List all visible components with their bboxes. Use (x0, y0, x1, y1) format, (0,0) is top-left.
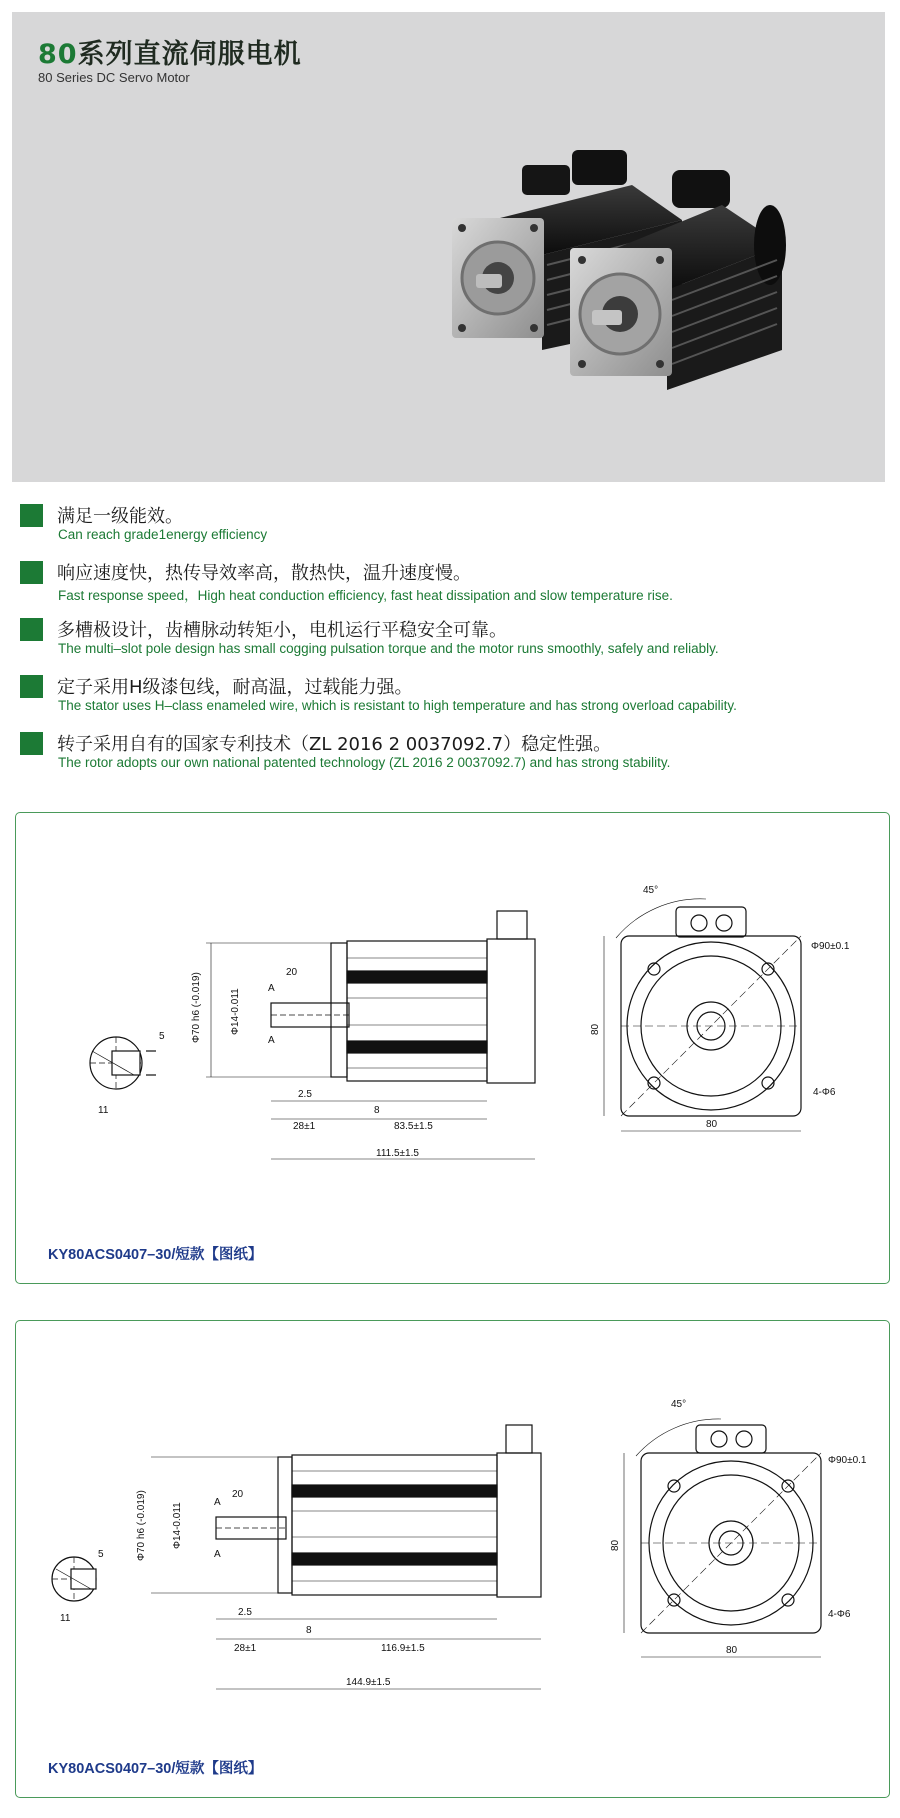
feature-title: 定子采用H级漆包线，耐高温，过载能力强。 (57, 677, 413, 698)
feature-description: The multi–slot pole design has small cogging pulsation torque and the motor runs smoothly, safely and reliably. (58, 641, 719, 656)
feature-description: The stator uses H–class enameled wire, which is resistant to high temperature and has strong overload capability. (58, 698, 737, 713)
feature-item (18, 614, 888, 671)
green-square-bullet-icon (20, 675, 43, 698)
key-width-label: 5 (159, 1031, 165, 1042)
page-subtitle: 80 Series DC Servo Motor (38, 70, 190, 85)
square-height-label: 80 (590, 1023, 601, 1035)
section-a-label: A (214, 1497, 221, 1508)
feature-title: 满足一级能效。 (57, 506, 183, 527)
body-length-label: 116.9±1.5 (381, 1643, 425, 1654)
key-width-label: 5 (98, 1549, 104, 1560)
front-length-label: 28±1 (234, 1643, 257, 1654)
key-height-label: 11 (60, 1613, 71, 1624)
title-text: 系列直流伺服电机 (77, 39, 302, 70)
total-length-label: 144.9±1.5 (346, 1677, 391, 1688)
motor-product-image (452, 130, 792, 450)
motor-side-view (191, 911, 535, 1159)
feature-list (18, 500, 888, 785)
green-square-bullet-icon (20, 618, 43, 641)
pilot-dia-label: Φ70 h6 (-0.019) (191, 972, 202, 1043)
motor-front-view (590, 885, 850, 1131)
feature-item (18, 557, 888, 614)
mounting-holes-label: 4-Φ6 (828, 1609, 851, 1620)
motor-side-view (136, 1425, 541, 1689)
technical-drawing-panel (15, 812, 890, 1284)
mounting-holes-label: 4-Φ6 (813, 1087, 836, 1098)
total-length-label: 111.5±1.5 (376, 1148, 419, 1159)
feature-item (18, 671, 888, 728)
feature-description: The rotor adopts our own national patented technology (ZL 2016 2 0037092.7) and has strong stability. (58, 755, 671, 770)
shaft-dia-label: Φ14-0.011 (172, 1502, 183, 1549)
dimension-drawing (16, 813, 889, 1233)
pcd-label: Φ90±0.1 (811, 941, 850, 952)
feature-title: 多槽极设计，齿槽脉动转矩小，电机运行平稳安全可靠。 (57, 620, 507, 641)
key-height-label: 11 (98, 1105, 109, 1116)
feature-description: Can reach grade1energy efficiency (58, 527, 268, 542)
body-length-label: 83.5±1.5 (394, 1121, 433, 1132)
shaft-length-label: 20 (232, 1489, 244, 1500)
drawing-caption: KY80ACS0407–30/短款【图纸】 (48, 1761, 263, 1777)
flange-offset-label: 2.5 (298, 1089, 312, 1100)
green-square-bullet-icon (20, 561, 43, 584)
shaft-section-view (90, 1031, 165, 1116)
front-length-label: 28±1 (293, 1121, 316, 1132)
shaft-dia-label: Φ14-0.011 (230, 988, 241, 1035)
green-square-bullet-icon (20, 504, 43, 527)
dimension-drawing (16, 1321, 889, 1741)
technical-drawing-panel (15, 1320, 890, 1798)
motor-front-view (610, 1399, 867, 1657)
feature-item (18, 728, 888, 785)
section-a-label: A (268, 1035, 275, 1046)
angle-label: 45° (643, 885, 659, 896)
drawing-caption: KY80ACS0407–30/短款【图纸】 (48, 1247, 263, 1263)
feature-item (18, 500, 888, 557)
key-label: 8 (306, 1625, 312, 1636)
section-a-label: A (214, 1549, 221, 1560)
feature-title: 转子采用自有的国家专利技术（ZL 2016 2 0037092.7）稳定性强。 (57, 734, 612, 755)
flange-offset-label: 2.5 (238, 1607, 252, 1618)
product-hero (12, 12, 885, 482)
green-square-bullet-icon (20, 732, 43, 755)
shaft-length-label: 20 (286, 967, 298, 978)
square-width-label: 80 (726, 1645, 738, 1656)
section-a-label: A (268, 983, 275, 994)
angle-label: 45° (671, 1399, 687, 1410)
square-height-label: 80 (610, 1539, 621, 1551)
pcd-label: Φ90±0.1 (828, 1455, 867, 1466)
key-label: 8 (374, 1105, 380, 1116)
square-width-label: 80 (706, 1119, 718, 1130)
shaft-section-view (52, 1549, 104, 1624)
page-title (38, 32, 302, 71)
feature-title: 响应速度快，热传导效率高，散热快，温升速度慢。 (57, 563, 471, 584)
title-number: 80 (38, 39, 78, 70)
pilot-dia-label: Φ70 h6 (-0.019) (136, 1490, 147, 1561)
feature-description: Fast response speed，High heat conduction efficiency, fast heat dissipation and slow temperature rise. (58, 588, 673, 603)
